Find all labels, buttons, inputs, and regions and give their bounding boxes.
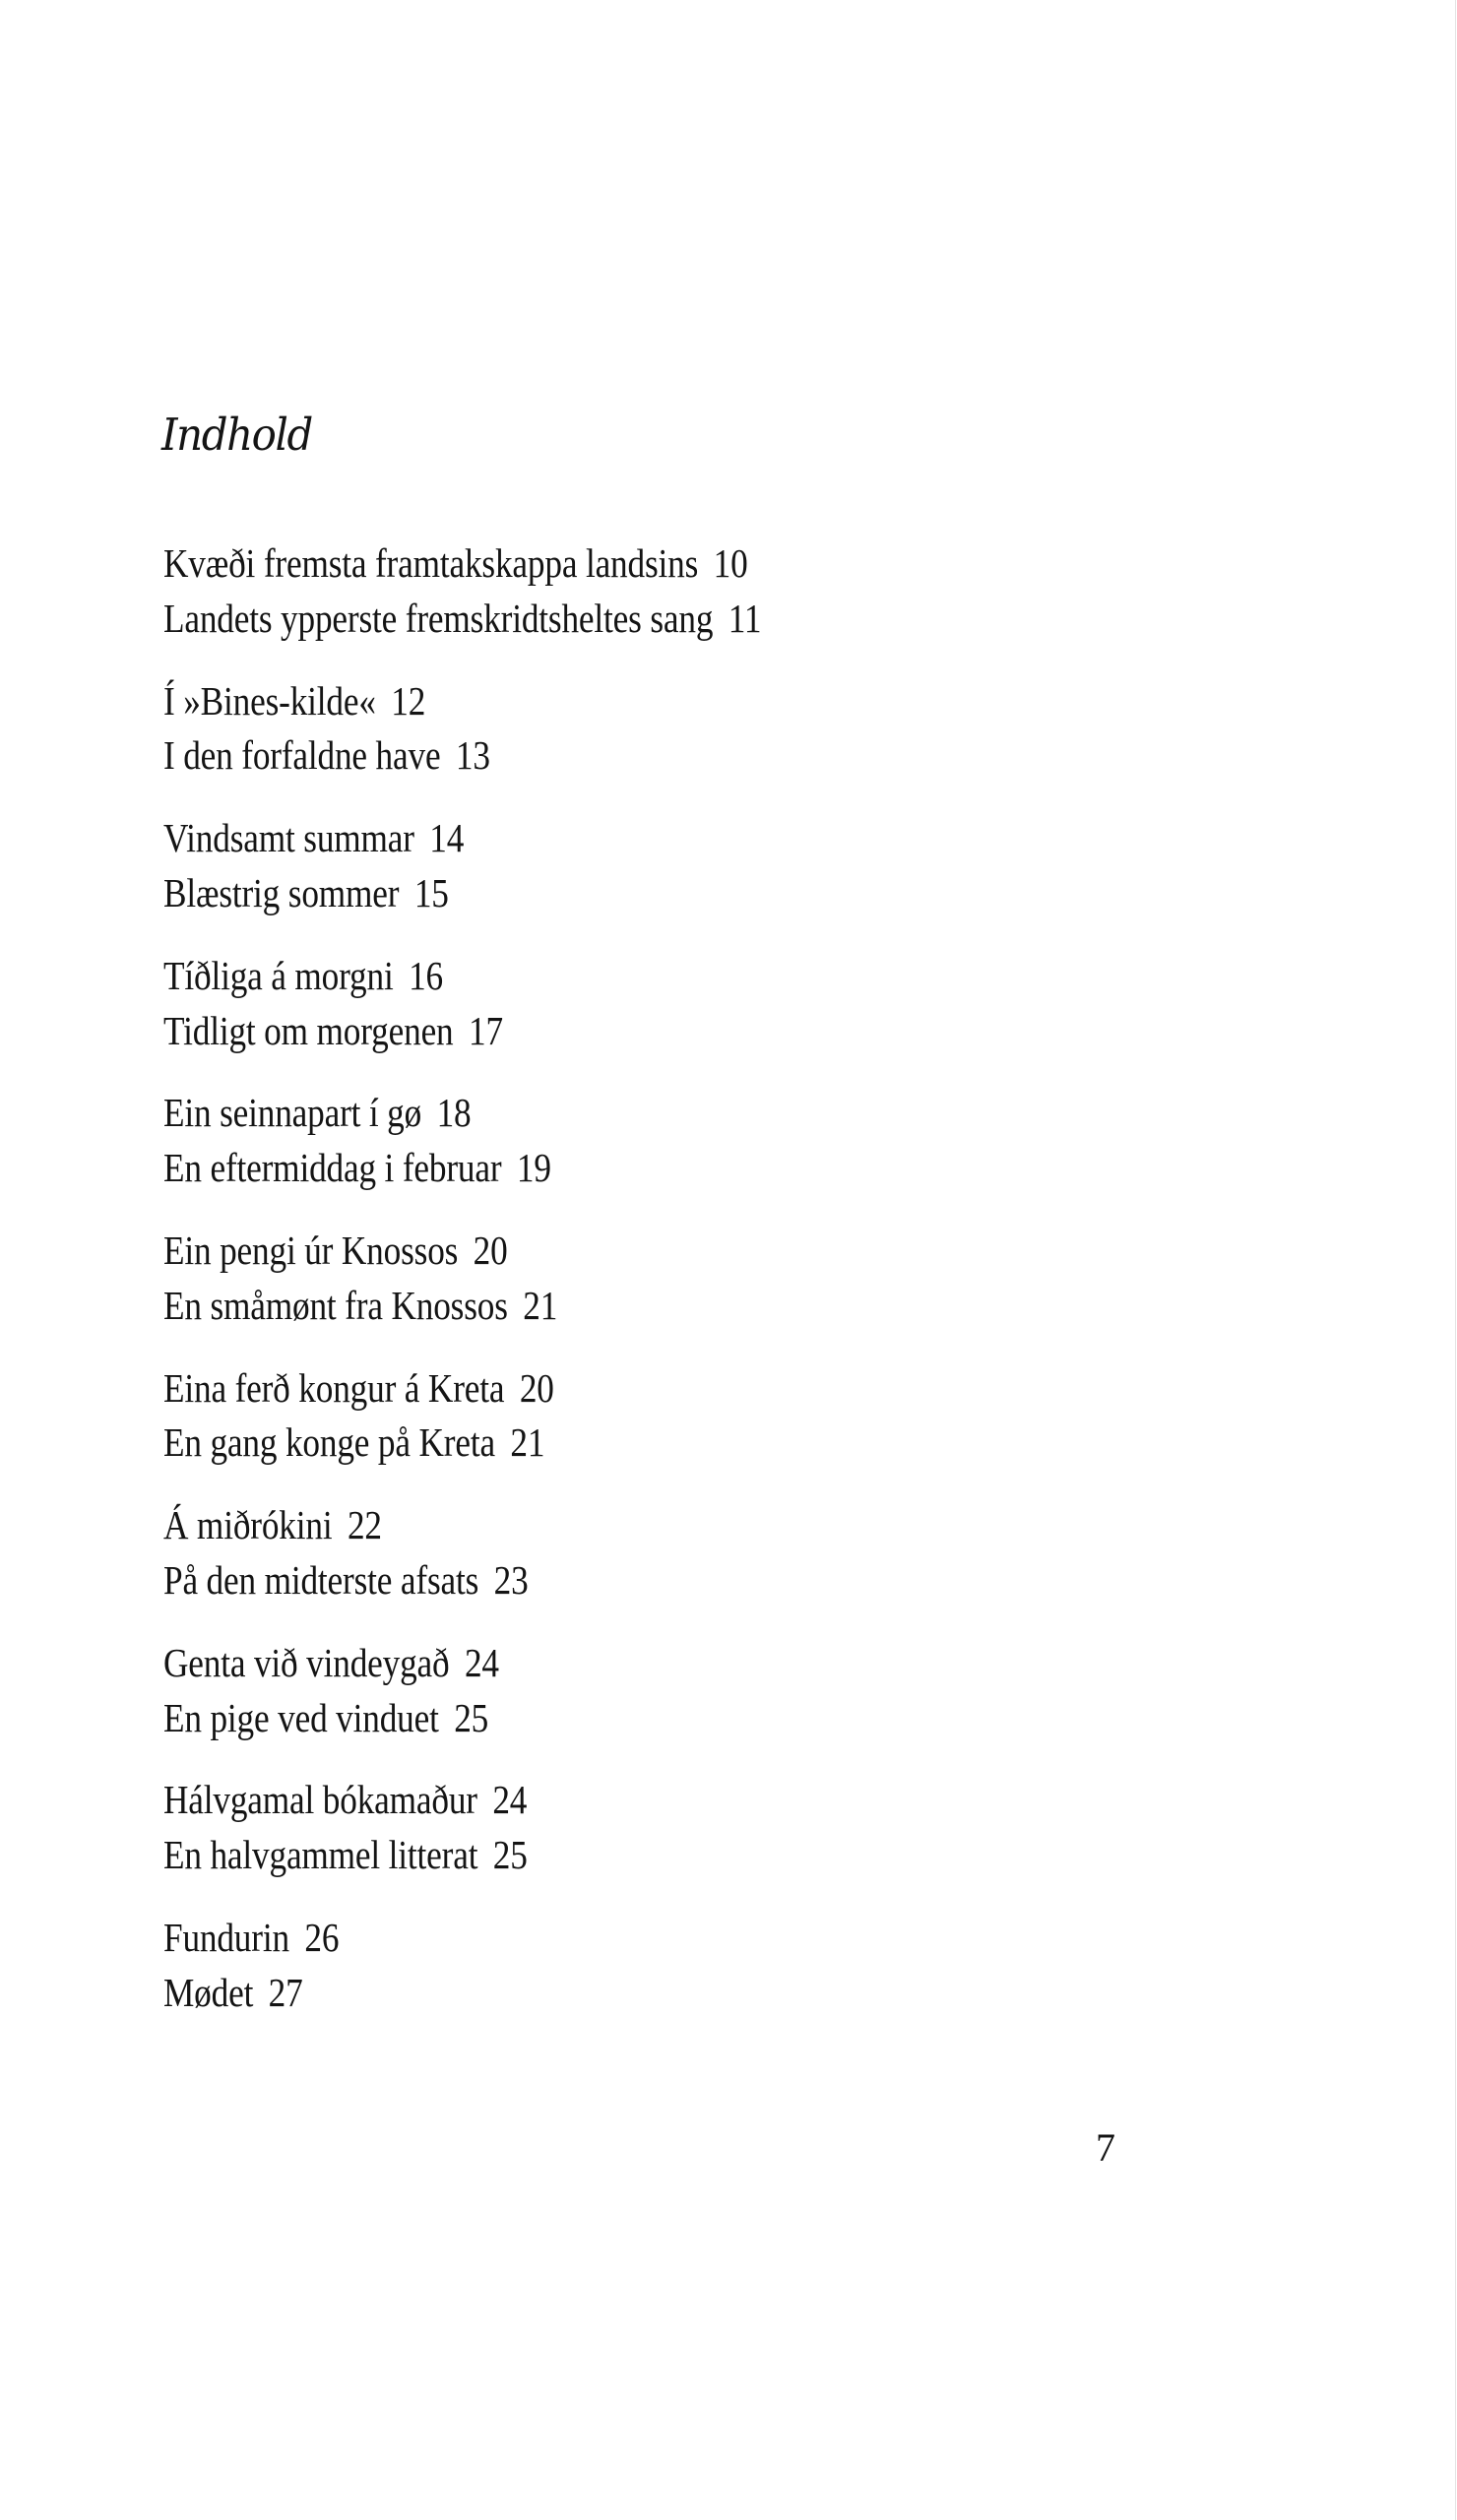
toc-entry [163, 1635, 1010, 1690]
toc-entry [163, 1965, 1010, 2020]
toc-entry-page: 19 [516, 1145, 551, 1191]
toc-entry-title: En pige ved vinduet [163, 1694, 439, 1740]
toc-entry-title: Kvæði fremsta framtakskappa landsins [163, 540, 699, 586]
toc-entry-page: 10 [713, 540, 748, 586]
toc-entry [163, 673, 1010, 728]
toc-entry [163, 948, 1010, 1003]
toc-group [163, 1772, 1148, 1910]
toc-entry-page: 20 [519, 1364, 554, 1411]
toc-entry [163, 865, 1010, 920]
toc-entry [163, 1223, 1010, 1278]
toc-group [163, 673, 1148, 811]
toc-entry-title: En halvgammel litterat [163, 1832, 478, 1878]
toc-entry [163, 1497, 1010, 1552]
toc-entry-title: Fundurin [163, 1914, 289, 1960]
toc-entry [163, 591, 1010, 646]
toc-entry-title: I den forfaldne have [163, 732, 441, 779]
toc-entry [163, 536, 1010, 591]
toc-entry-page: 20 [473, 1227, 508, 1273]
toc-group [163, 1223, 1148, 1360]
toc-group [163, 1497, 1148, 1635]
toc-entry-page: 11 [728, 595, 762, 641]
toc-entry-title: Hálvgamal bókamaður [163, 1777, 477, 1823]
toc-entry-title: Blæstrig sommer [163, 869, 400, 915]
toc-entry-title: Tíðliga á morgni [163, 952, 394, 998]
toc-entry-page: 21 [523, 1282, 558, 1328]
toc-entry [163, 1827, 1010, 1882]
toc-entry-page: 25 [454, 1694, 489, 1740]
toc-entry-title: Ein pengi úr Knossos [163, 1227, 459, 1273]
toc-entry [163, 727, 1010, 783]
toc-entry-title: Genta við vindeygað [163, 1639, 450, 1685]
toc-entry [163, 1278, 1010, 1333]
toc-group [163, 1635, 1148, 1773]
toc-entry-title: Ein seinnapart í gø [163, 1090, 422, 1136]
toc-entry-title: Vindsamt summar [163, 815, 414, 861]
toc-entry [163, 1415, 1010, 1470]
toc-entry-title: En eftermiddag i februar [163, 1145, 502, 1191]
toc-entry [163, 1360, 1010, 1416]
toc-entry-page: 25 [492, 1832, 528, 1878]
page-edge-line [1455, 0, 1456, 2520]
toc-entry [163, 1910, 1010, 1965]
toc-entry-page: 23 [493, 1556, 529, 1603]
toc-entry [163, 1003, 1010, 1058]
toc-entry-page: 18 [436, 1090, 472, 1136]
toc-group [163, 1910, 1148, 2048]
toc-entry-page: 26 [304, 1914, 340, 1960]
toc-entry-title: På den midterste afsats [163, 1556, 479, 1603]
toc-entry-page: 22 [347, 1502, 382, 1548]
toc-entry-page: 27 [268, 1969, 303, 2015]
toc-entry-page: 12 [391, 677, 426, 724]
toc-entry-title: Eina ferð kongur á Kreta [163, 1364, 505, 1411]
page-number: 7 [1096, 2125, 1115, 2170]
toc-group [163, 536, 1148, 673]
toc-entry [163, 810, 1010, 865]
toc-group [163, 810, 1148, 948]
toc-entry [163, 1140, 1010, 1195]
table-of-contents [163, 536, 1148, 2048]
toc-entry-title: En gang konge på Kreta [163, 1419, 495, 1466]
toc-entry-page: 13 [455, 732, 490, 779]
toc-entry-title: Landets ypperste fremskridtsheltes sang [163, 595, 714, 641]
toc-entry-title: Tidligt om morgenen [163, 1007, 454, 1053]
toc-entry-title: En småmønt fra Knossos [163, 1282, 508, 1328]
toc-group [163, 1360, 1148, 1498]
toc-entry-page: 24 [492, 1777, 528, 1823]
toc-entry [163, 1772, 1010, 1827]
toc-entry-title: Mødet [163, 1969, 254, 2015]
toc-entry-page: 16 [409, 952, 443, 998]
toc-entry-title: Í »Bines-kilde« [163, 677, 376, 724]
toc-entry-page: 21 [510, 1419, 545, 1466]
toc-entry-page: 17 [469, 1007, 503, 1053]
toc-entry-title: Á miðrókini [163, 1502, 333, 1548]
toc-entry [163, 1085, 1010, 1140]
toc-entry [163, 1552, 1010, 1607]
toc-entry-page: 15 [413, 869, 449, 915]
toc-group [163, 1085, 1148, 1223]
toc-group [163, 948, 1148, 1086]
toc-entry-page: 24 [464, 1639, 499, 1685]
toc-entry-page: 14 [429, 815, 465, 861]
page-title: Indhold [161, 409, 312, 461]
toc-entry [163, 1690, 1010, 1745]
